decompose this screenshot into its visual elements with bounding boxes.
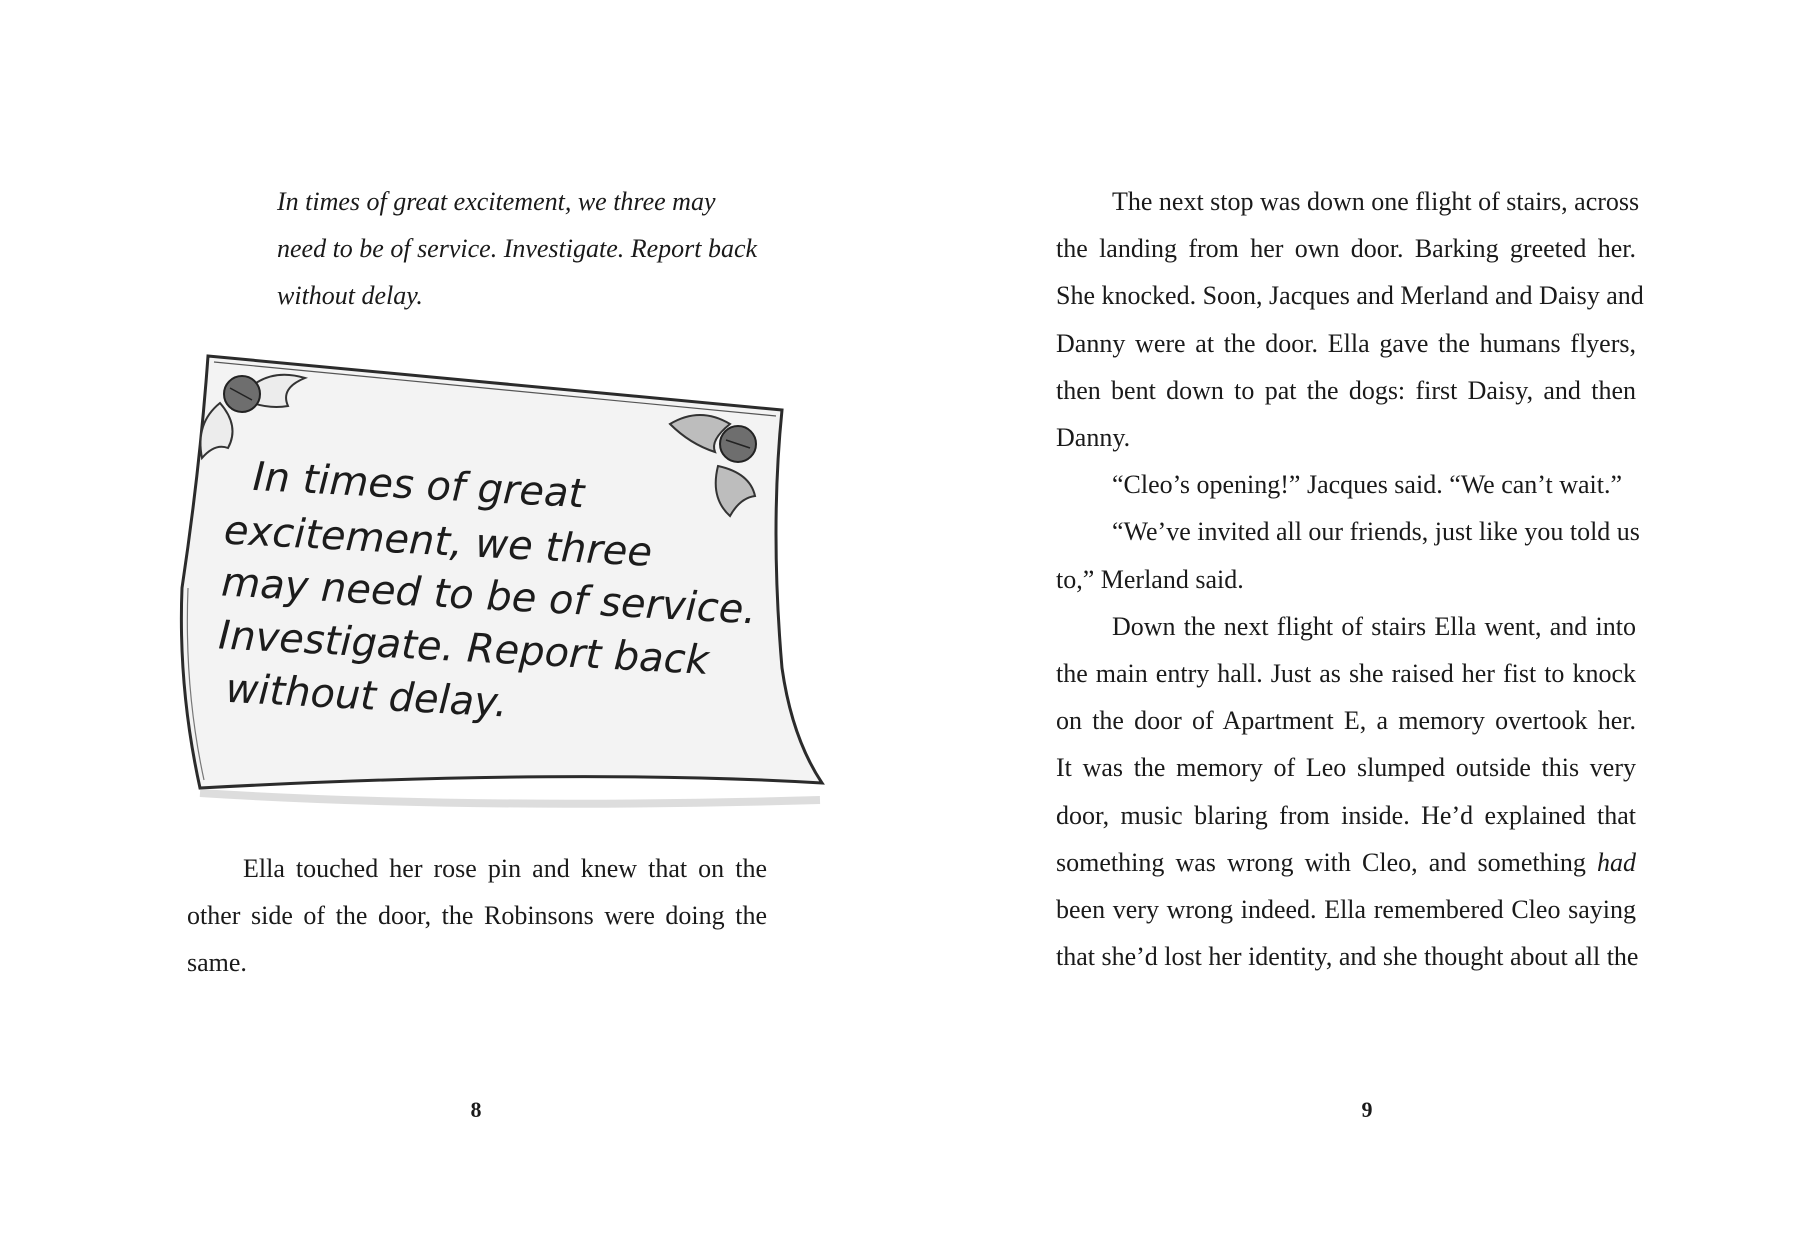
page-number: 8 [470,1097,482,1122]
note-line: Investigate. Report back [217,612,711,685]
quote-line: In times of great excitement, we three may [277,187,716,216]
text-line: “We’ve invited all our friends, just like you told us [1112,517,1640,547]
italic-word: had [1597,847,1636,877]
note-line: without delay. [224,665,509,727]
right-body-text [1056,178,1644,980]
text-line: Danny were at the door. Ella gave the humans flyers, [1056,328,1636,358]
text-line: same. [187,948,247,978]
text-line: been very wrong indeed. Ella remembered Cleo saying [1056,895,1636,925]
text-line: Ella touched her rose pin and knew that on the [243,854,767,883]
note-line: In times of great [251,453,586,518]
text-line: door, music blaring from inside. He’d explained that [1056,800,1636,830]
page-number: 9 [1361,1097,1373,1122]
quote-line: need to be of service. Investigate. Report back [277,234,758,263]
text-line: on the door of Apartment E, a memory overtook her. [1056,706,1636,736]
text-line: to,” Merland said. [1056,564,1244,594]
note-line: may need to be of service. [220,559,758,634]
left-body-text [187,845,767,987]
italic-quote [277,178,767,319]
note-line: excitement, we three [222,507,654,576]
text-line: It was the memory of Leo slumped outside this very [1056,753,1636,783]
text-line: that she’d lost her identity, and she thought about all the [1056,942,1639,972]
text-line: the main entry hall. Just as she raised her fist to knock [1056,659,1636,689]
text-line: The next stop was down one flight of stairs, across [1112,187,1640,216]
handwritten-note-illustration [170,348,830,818]
text-line: Danny. [1056,423,1131,453]
text-line: She knocked. Soon, Jacques and Merland and Daisy and [1056,281,1644,311]
text-line [1056,839,1636,886]
text-segment: something was wrong with Cleo, and something [1056,847,1597,877]
right-page [906,0,1812,1236]
quote-line: without delay. [277,281,423,310]
text-line: the landing from her own door. Barking greeted her. [1056,234,1636,264]
text-line: “Cleo’s opening!” Jacques said. “We can’t wait.” [1112,470,1623,500]
text-line: then bent down to pat the dogs: first Daisy, and then [1056,375,1636,405]
text-line: Down the next flight of stairs Ella went, and into [1112,611,1636,641]
text-line: other side of the door, the Robinsons were doing the [187,901,767,931]
